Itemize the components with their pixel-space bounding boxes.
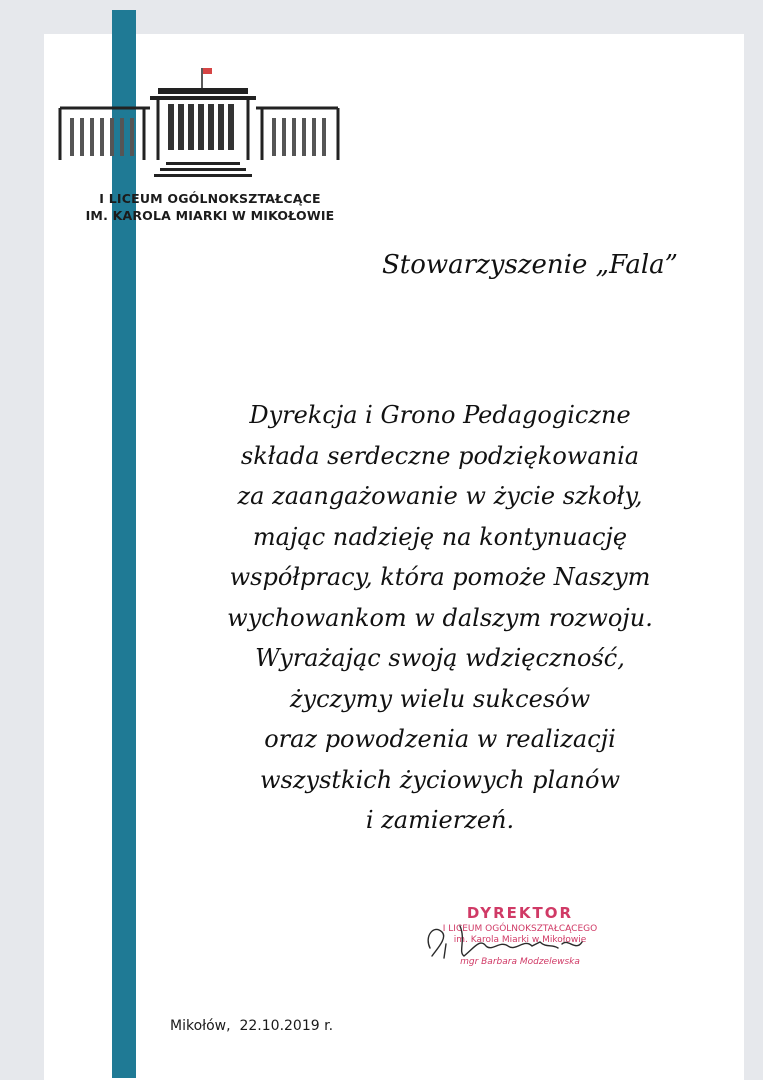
body-line: życzymy wielu sukcesów [289,684,591,713]
stamp-title: DYREKTOR [466,904,574,922]
place-and-date: Mikołów, 22.10.2019 r. [170,1018,334,1034]
recipient-heading: Stowarzyszenie „Fala” [382,250,678,280]
body-line: składa serdeczne podziękowania [240,441,640,470]
body-line: i zamierzeń. [365,806,515,834]
school-name-line1: I LICEUM OGÓLNOKSZTAŁCĄCE [99,191,321,206]
body-line: wszystkich życiowych planów [260,765,620,794]
handwritten-signature [420,918,590,962]
stamp-school-line: I LICEUM OGÓLNOKSZTAŁCĄCEGO [442,924,598,934]
body-line: Dyrekcja i Grono Pedagogiczne [249,401,631,429]
body-line: Wyrażając swoją wdzięczność, [255,644,625,672]
stamp-name-line: mgr Barbara Modzelewska [460,957,580,967]
letter-body [180,395,700,841]
body-line: mając nadzieję na kontynuację [252,522,628,551]
body-line: współpracy, która pomoże Naszym [229,563,651,591]
body-line: wychowankom w dalszym rozwoju. [227,603,653,632]
stamp-patron-line: im. Karola Miarki w Mikołowie [453,935,587,945]
school-name-line2: IM. KAROLA MIARKI W MIKOŁOWIE [85,208,335,223]
body-line: za zaangażowanie w życie szkoły, [237,482,643,510]
school-name [60,190,360,224]
body-line: oraz powodzenia w realizacji [264,725,616,753]
